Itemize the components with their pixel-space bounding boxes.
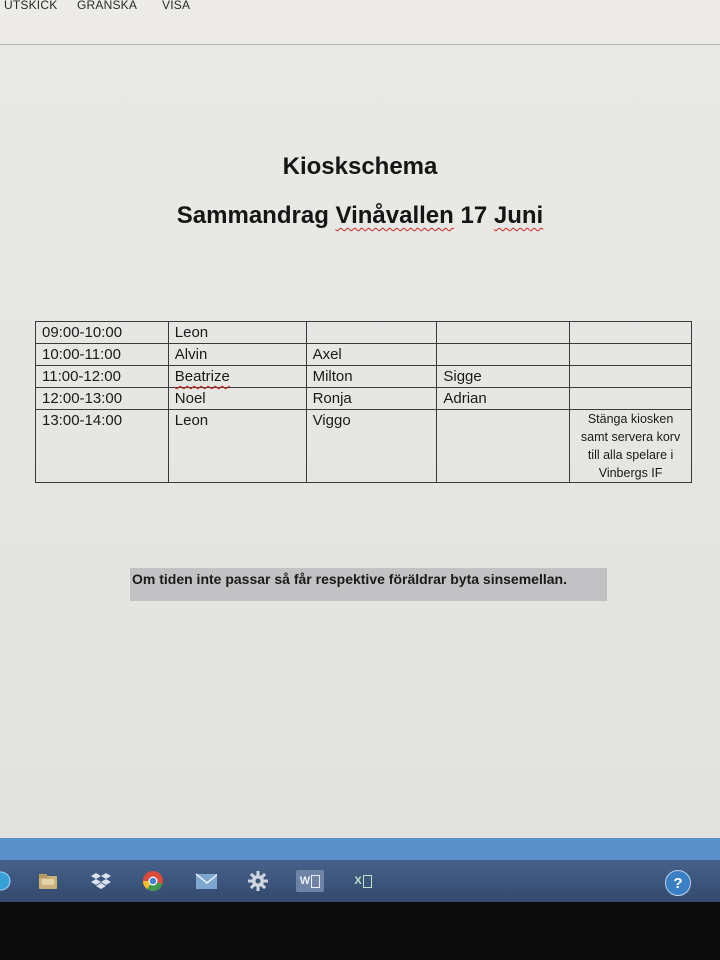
table-row (36, 388, 692, 410)
name-cell[interactable]: Viggo (306, 410, 437, 483)
subtitle-part-misspelled: Juni (493, 202, 544, 229)
table-row (36, 322, 692, 344)
document-title: Kioskschema (282, 153, 438, 180)
monitor-bezel (0, 902, 720, 960)
note-cell[interactable] (570, 322, 692, 344)
subtitle-part: Sammandrag (176, 202, 336, 229)
help-icon[interactable] (665, 870, 691, 896)
name-cell[interactable]: Alvin (168, 344, 306, 366)
highlighted-footnote[interactable]: Om tiden inte passar så får respektive föräldrar byta sinsemellan. (130, 568, 607, 601)
file-explorer-icon[interactable] (37, 870, 59, 892)
chrome-icon[interactable] (142, 870, 164, 892)
name-cell[interactable] (437, 344, 570, 366)
name-cell[interactable] (306, 322, 437, 344)
name-cell[interactable]: Ronja (306, 388, 437, 410)
time-cell[interactable]: 10:00-11:00 (36, 344, 169, 366)
tab-visa[interactable]: VISA (162, 0, 191, 12)
document-page[interactable] (0, 45, 720, 838)
name-misspelled: Beatrize (174, 368, 230, 385)
word-icon[interactable] (296, 870, 324, 892)
name-cell[interactable]: Leon (168, 410, 306, 483)
name-cell[interactable] (437, 322, 570, 344)
subtitle-part: 17 (453, 202, 494, 229)
name-cell[interactable]: Milton (306, 366, 437, 388)
name-cell[interactable] (437, 410, 570, 483)
start-orb-icon[interactable] (0, 870, 12, 892)
name-cell[interactable] (168, 366, 306, 388)
excel-icon[interactable] (352, 870, 374, 892)
document-subtitle (0, 202, 720, 230)
tab-granska[interactable]: GRANSKA (77, 0, 138, 12)
name-cell[interactable]: Leon (168, 322, 306, 344)
settings-gear-icon[interactable] (247, 870, 269, 892)
note-cell[interactable] (570, 366, 692, 388)
note-cell[interactable]: Stänga kiosken samt servera korv till alla spelare i Vinbergs IF (570, 410, 692, 483)
taskbar (0, 860, 720, 902)
name-cell[interactable]: Axel (306, 344, 437, 366)
mail-icon[interactable] (195, 870, 217, 892)
table-row (36, 344, 692, 366)
name-cell[interactable]: Adrian (437, 388, 570, 410)
time-cell[interactable]: 11:00-12:00 (36, 366, 169, 388)
note-cell[interactable] (570, 388, 692, 410)
subtitle-part-misspelled: Vinåvallen (335, 202, 454, 229)
word-label: W (299, 875, 311, 887)
time-cell[interactable]: 09:00-10:00 (36, 322, 169, 344)
time-cell[interactable]: 13:00-14:00 (36, 410, 169, 483)
schedule-table (35, 321, 692, 483)
name-cell[interactable]: Sigge (437, 366, 570, 388)
name-cell[interactable]: Noel (168, 388, 306, 410)
tab-utskick[interactable]: UTSKICK (4, 0, 58, 12)
excel-label: X (354, 875, 362, 887)
ribbon-tabs (0, 0, 720, 45)
dropbox-icon[interactable] (90, 870, 112, 892)
note-cell[interactable] (570, 344, 692, 366)
table-row (36, 366, 692, 388)
table-row (36, 410, 692, 483)
taskbar-edge (0, 838, 720, 860)
time-cell[interactable]: 12:00-13:00 (36, 388, 169, 410)
help-label: ? (673, 874, 683, 892)
